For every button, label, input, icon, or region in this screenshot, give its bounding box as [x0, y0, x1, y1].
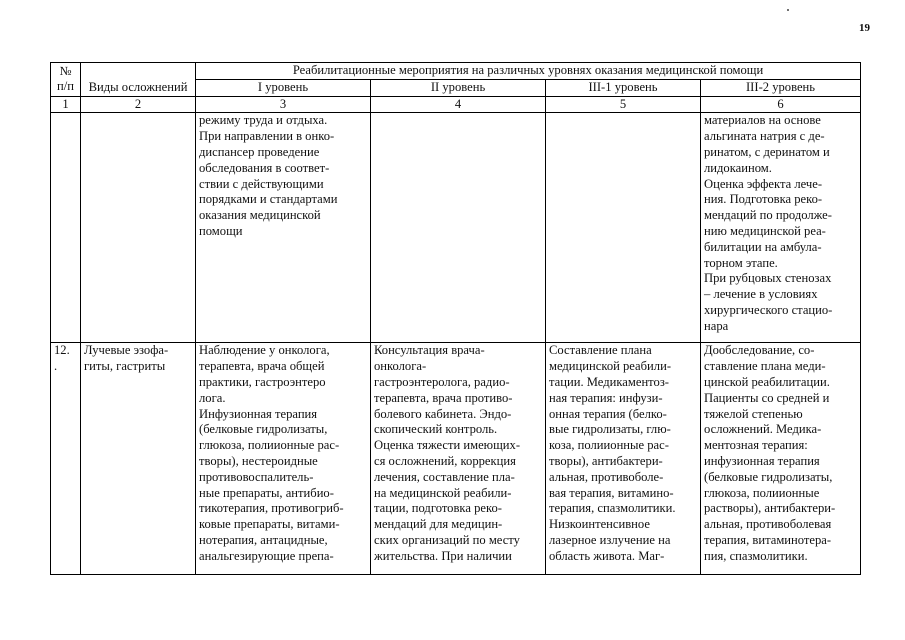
page-number: 19: [859, 22, 870, 34]
cell-text-line: помощи: [199, 223, 243, 238]
column-number: 3: [196, 96, 371, 113]
cell-text-line: ные препараты, антибио-: [199, 485, 334, 500]
cell-text-line: ковые препараты, витами-: [199, 517, 340, 532]
cell-level-3: [546, 113, 701, 343]
cell-text-line: область живота. Маг-: [549, 548, 665, 563]
cell-text-line: нотерапия, антацидные,: [199, 532, 328, 547]
cell-number: [51, 113, 81, 343]
cell-complication-type: [81, 113, 196, 343]
cell-text-line: вые гидролизаты, глю-: [549, 422, 671, 437]
cell-number: [51, 343, 81, 575]
table-row-12: [51, 343, 861, 575]
cell-text-line: глюкоза, полиионные: [704, 485, 820, 500]
cell-text-line: ринатом, с деринатом и: [704, 144, 830, 159]
cell-text-line: ствии с действующими: [199, 176, 324, 191]
cell-level-1: [196, 113, 371, 343]
cell-text-line: растворы), антибактери-: [704, 501, 836, 516]
cell-level-2: [371, 343, 546, 575]
cell-text-line: мендаций для медицин-: [374, 517, 503, 532]
header-number-abbrev: п/п: [57, 79, 74, 94]
cell-text-line: ских организаций по месту: [374, 532, 520, 547]
cell-text-line: гастроэнтеролога, радио-: [374, 374, 510, 389]
row-number-dot: .: [54, 359, 58, 374]
cell-text-line: ментозная терапия:: [704, 438, 808, 453]
cell-text-line: творы), нестероидные: [199, 453, 318, 468]
scan-speck: [787, 9, 789, 11]
cell-text-line: альгината натрия с де-: [704, 129, 825, 144]
cell-text-line: ся осложнений, коррекция: [374, 453, 516, 468]
cell-text-line: медицинской реабили-: [549, 359, 672, 374]
cell-text-line: творы), антибактери-: [549, 453, 663, 468]
cell-text-line: Составление плана: [549, 343, 652, 358]
header-level-4: III-2 уровень: [701, 79, 861, 96]
column-number: 2: [81, 96, 196, 113]
cell-text-line: терапия, витаминотера-: [704, 532, 832, 547]
cell-text-line: хирургического стацио-: [704, 302, 833, 317]
cell-text-line: терапия, спазмолитики.: [549, 501, 676, 516]
cell-text-line: вая терапия, витамино-: [549, 485, 674, 500]
cell-text-line: глюкоза, полиионные рас-: [199, 438, 340, 453]
cell-text-line: противовоспалитель-: [199, 469, 314, 484]
cell-text-line: Наблюдение у онколога,: [199, 343, 330, 358]
cell-text-line: материалов на основе: [704, 113, 821, 128]
column-number: 1: [51, 96, 81, 113]
header-number-cell: [51, 63, 81, 97]
cell-text-line: (белковые гидролизаты,: [199, 422, 328, 437]
column-number: 6: [701, 96, 861, 113]
cell-text-line: тации. Медикаментоз-: [549, 374, 669, 389]
cell-text-line: При направлении в онко-: [199, 129, 335, 144]
cell-text-line: нара: [704, 318, 729, 333]
cell-text-line: терапевта, врача противо-: [374, 390, 513, 405]
continued-row: [51, 113, 861, 343]
cell-text-line: Консультация врача-: [374, 343, 485, 358]
rehabilitation-table: [50, 62, 861, 575]
cell-text-line: тации, подготовка реко-: [374, 501, 502, 516]
cell-text-line: на медицинской реабили-: [374, 485, 512, 500]
header-level-2: II уровень: [371, 79, 546, 96]
cell-text-line: лидокаином.: [704, 160, 772, 175]
cell-text-line: Низкоинтенсивное: [549, 517, 650, 532]
cell-text-line: мендаций по продолже-: [704, 208, 832, 223]
cell-level-2: [371, 113, 546, 343]
cell-text-line: лечения, составление пла-: [374, 469, 515, 484]
cell-text-line: ния. Подготовка реко-: [704, 192, 823, 207]
cell-text-line: Инфузионная терапия: [199, 406, 318, 421]
header-level-1: I уровень: [196, 79, 371, 96]
cell-text-line: обследования в соответ-: [199, 160, 330, 175]
cell-text-line: – лечение в условиях: [704, 287, 818, 302]
column-number: 4: [371, 96, 546, 113]
cell-text-line: онная терапия (белко-: [549, 406, 667, 421]
cell-text-line: тикотерапия, противогриб-: [199, 501, 344, 516]
cell-text-line: инфузионная терапия: [704, 453, 820, 468]
header-number-symbol: №: [59, 63, 72, 78]
header-complication-type: Виды осложнений: [81, 63, 196, 97]
cell-complication-type: [81, 343, 196, 575]
cell-text-line: Лучевые эзофа-: [84, 343, 169, 358]
cell-text-line: торном этапе.: [704, 255, 778, 270]
cell-text-line: коза, полиионные рас-: [549, 438, 669, 453]
cell-text-line: диспансер проведение: [199, 144, 320, 159]
header-level-3: III-1 уровень: [546, 79, 701, 96]
cell-text-line: пия, спазмолитики.: [704, 548, 808, 563]
cell-text-line: гиты, гастриты: [84, 359, 166, 374]
column-number: 5: [546, 96, 701, 113]
cell-text-line: скопический контроль.: [374, 422, 498, 437]
cell-level-4: [701, 343, 861, 575]
cell-text-line: нию медицинской реа-: [704, 223, 826, 238]
row-number: 12.: [54, 343, 70, 358]
header-group-title: Реабилитационные мероприятия на различных уровнях оказания медицинской помощи: [196, 63, 861, 80]
cell-text-line: цинской реабилитации.: [704, 374, 830, 389]
cell-text-line: осложнений. Медика-: [704, 422, 822, 437]
cell-text-line: альная, противоболе-: [549, 469, 664, 484]
cell-text-line: жительства. При наличии: [374, 548, 512, 563]
cell-text-line: практики, гастроэнтеро: [199, 374, 326, 389]
cell-text-line: альная, противоболевая: [704, 517, 832, 532]
cell-text-line: терапевта, врача общей: [199, 359, 325, 374]
cell-text-line: режиму труда и отдыха.: [199, 113, 328, 128]
cell-text-line: Оценка тяжести имеющих-: [374, 438, 521, 453]
cell-text-line: При рубцовых стенозах: [704, 271, 832, 286]
cell-text-line: порядками и стандартами: [199, 192, 338, 207]
cell-text-line: билитации на амбула-: [704, 239, 822, 254]
cell-text-line: лазерное излучение на: [549, 532, 671, 547]
cell-text-line: оказания медицинской: [199, 208, 321, 223]
cell-text-line: анальгезирующие препа-: [199, 548, 334, 563]
cell-level-1: [196, 343, 371, 575]
cell-text-line: Дообследование, со-: [704, 343, 815, 358]
cell-level-3: [546, 343, 701, 575]
cell-text-line: Оценка эффекта лече-: [704, 176, 823, 191]
cell-text-line: лога.: [199, 390, 226, 405]
cell-level-4: [701, 113, 861, 343]
cell-text-line: Пациенты со средней и: [704, 390, 830, 405]
cell-text-line: тяжелой степенью: [704, 406, 803, 421]
cell-text-line: ная терапия: инфузи-: [549, 390, 663, 405]
cell-text-line: онколога-: [374, 359, 427, 374]
cell-text-line: болевого кабинета. Эндо-: [374, 406, 512, 421]
column-number-row: [51, 96, 861, 113]
cell-text-line: (белковые гидролизаты,: [704, 469, 833, 484]
cell-text-line: ставление плана меди-: [704, 359, 826, 374]
